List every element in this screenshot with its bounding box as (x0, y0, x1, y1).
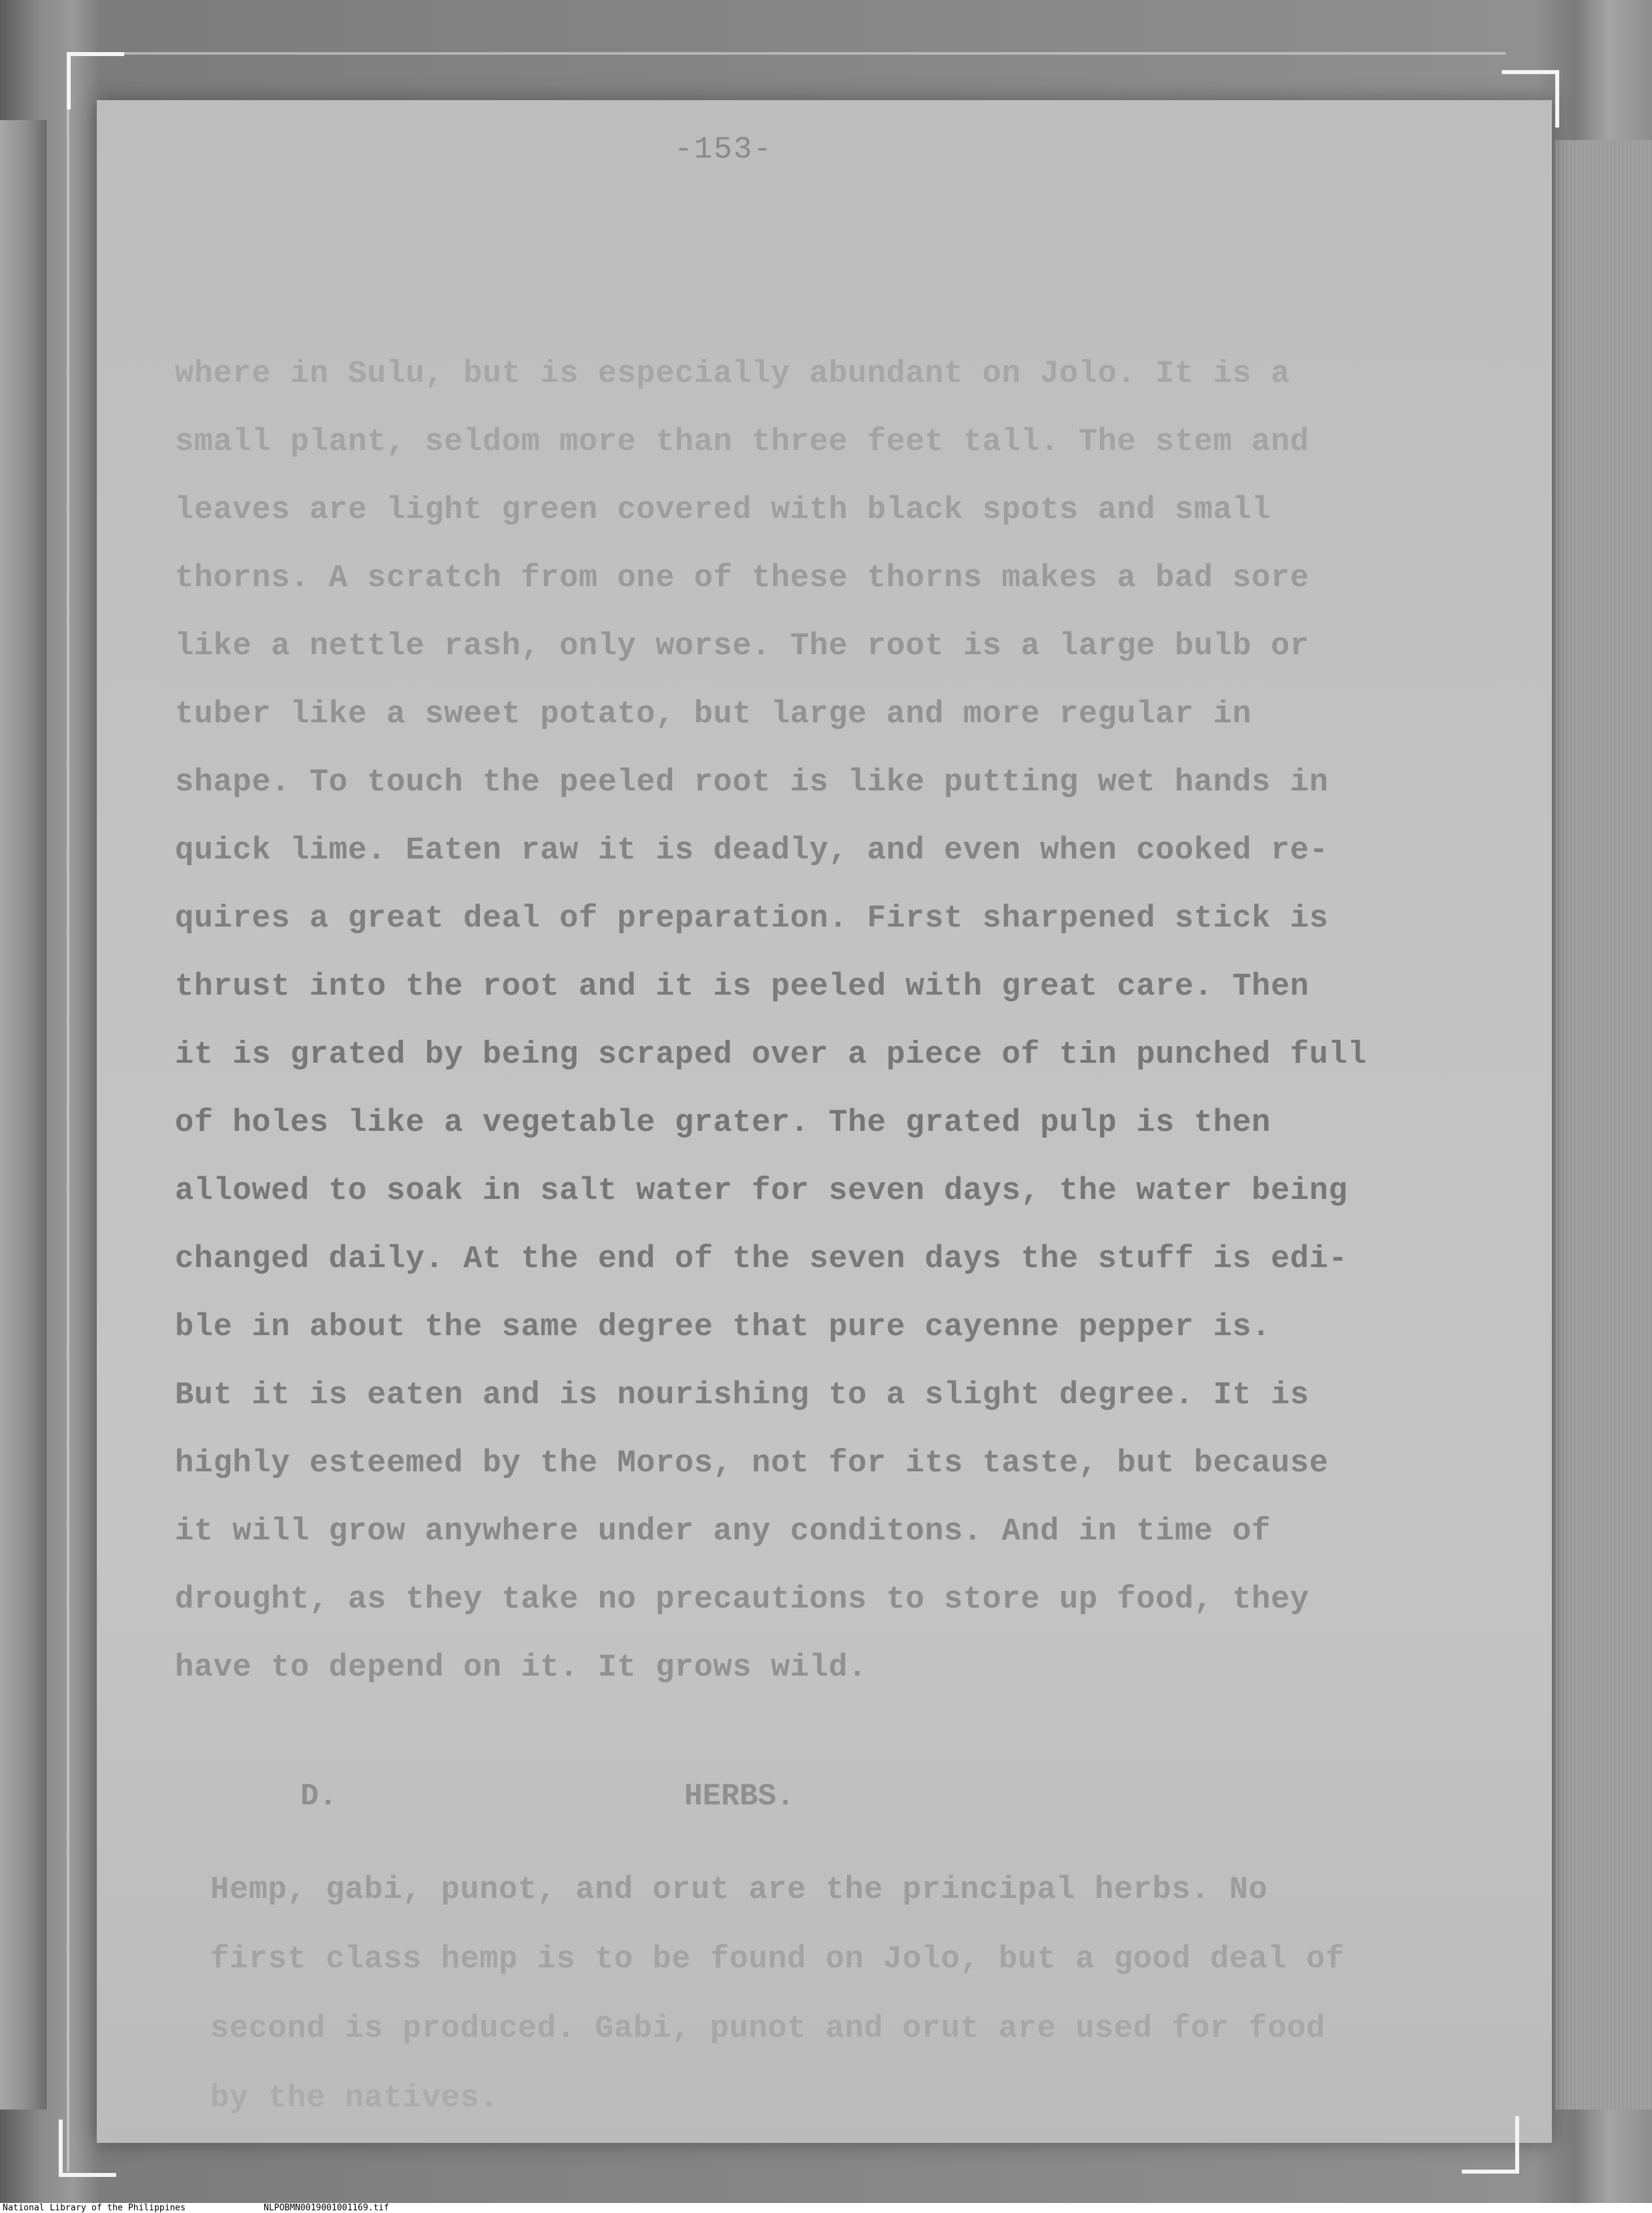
right-page-stack (1555, 140, 1652, 2110)
section-title: HERBS. (684, 1779, 795, 1814)
text-line: quires a great deal of preparation. First sharpened stick is (175, 901, 1329, 937)
text-line: second is produced. Gabi, punot and orut are used for food (210, 2011, 1326, 2047)
text-line: it will grow anywhere under any conditons. And in time of (175, 1514, 1271, 1549)
text-line: thrust into the root and it is peeled with great care. Then (175, 969, 1310, 1005)
text-line: where in Sulu, but is especially abundant on Jolo. It is a (175, 356, 1290, 392)
crop-mark-top-right (1502, 70, 1559, 128)
text-line: tuber like a sweet potato, but large and more regular in (175, 697, 1252, 732)
crop-mark-bottom-left (59, 2120, 116, 2177)
crop-mark-top-left (67, 52, 124, 109)
text-line: changed daily. At the end of the seven days the stuff is edi- (175, 1242, 1348, 1277)
footer-filename: NLPOBMN0019001001169.tif (264, 2203, 389, 2213)
footer-library-name: National Library of the Philippines (3, 2203, 186, 2213)
text-line: it is grated by being scraped over a piece of tin punched full (175, 1037, 1367, 1073)
page-number: -153- (674, 132, 774, 167)
text-line: by the natives. (210, 2081, 499, 2116)
text-line: Hemp, gabi, punot, and orut are the principal herbs. No (210, 1873, 1268, 1908)
left-page-edge (0, 120, 47, 2110)
section-letter: D. (300, 1779, 338, 1814)
text-line: drought, as they take no precautions to store up food, they (175, 1582, 1310, 1618)
text-line: leaves are light green covered with black spots and small (175, 493, 1271, 528)
body-paragraph (175, 340, 1430, 1702)
herbs-paragraph (210, 1856, 1412, 2134)
text-line: have to depend on it. It grows wild. (175, 1650, 867, 1686)
text-line: quick lime. Eaten raw it is deadly, and even when cooked re- (175, 833, 1329, 869)
text-line: ble in about the same degree that pure cayenne pepper is. (175, 1310, 1271, 1345)
crop-frame-top (67, 52, 1506, 55)
text-line: allowed to soak in salt water for seven days, the water being (175, 1174, 1348, 1209)
text-line: small plant, seldom more than three feet tall. The stem and (175, 425, 1310, 460)
text-line: of holes like a vegetable grater. The grated pulp is then (175, 1105, 1271, 1141)
footer-bar (0, 2203, 1652, 2213)
text-line: highly esteemed by the Moros, not for its taste, but because (175, 1446, 1329, 1481)
text-line: But it is eaten and is nourishing to a slight degree. It is (175, 1378, 1310, 1413)
crop-frame-left (67, 52, 69, 2172)
text-line: like a nettle rash, only worse. The root is a large bulb or (175, 629, 1310, 664)
text-line: first class hemp is to be found on Jolo, but a good deal of (210, 1942, 1345, 1977)
crop-mark-bottom-right (1462, 2116, 1519, 2174)
text-line: shape. To touch the peeled root is like putting wet hands in (175, 765, 1329, 800)
text-line: thorns. A scratch from one of these thorns makes a bad sore (175, 561, 1310, 596)
